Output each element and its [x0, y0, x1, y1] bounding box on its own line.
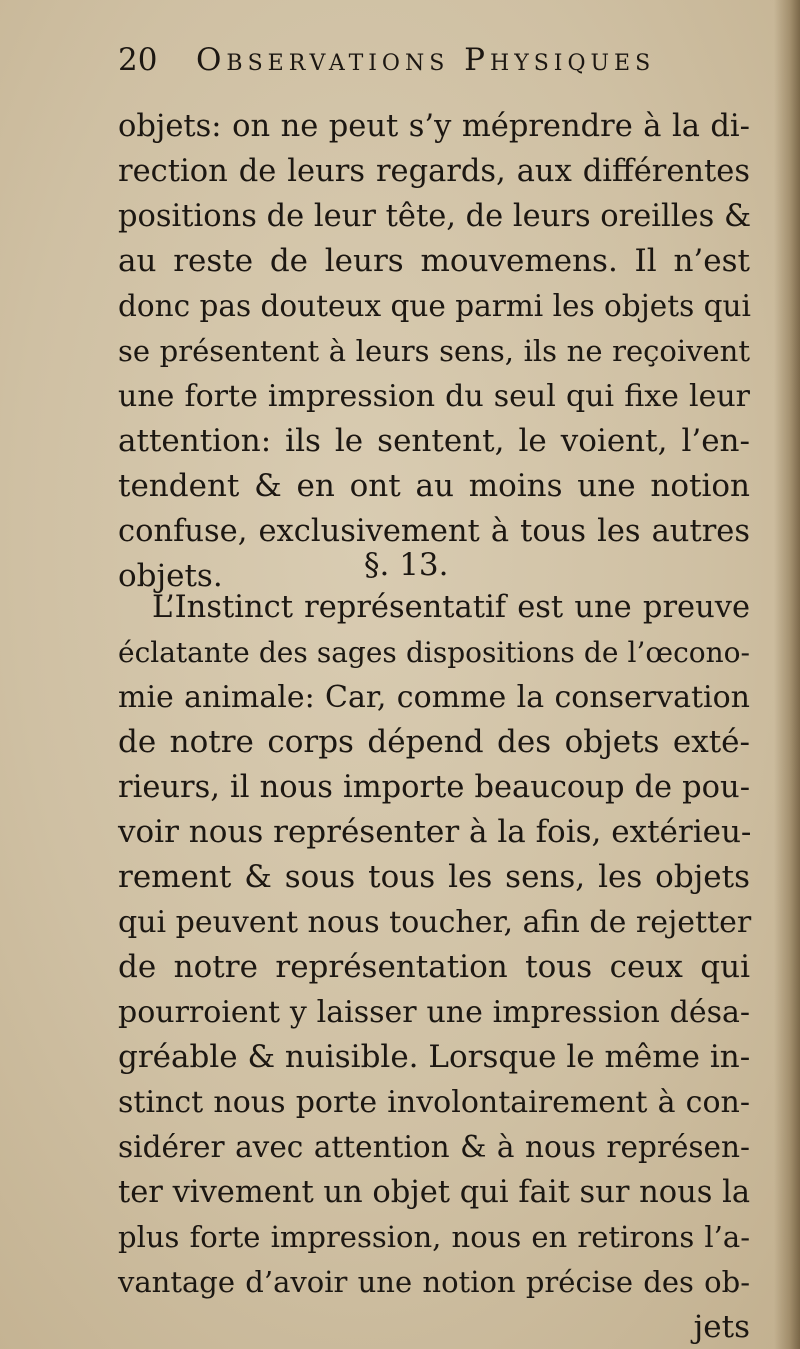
text-line: vantage d’avoir une notion précise des ob-: [118, 1265, 750, 1299]
paragraph-1: [118, 104, 750, 599]
text-line: L’Instinct représentatif est une preuve: [152, 590, 750, 625]
text-line: stinct nous porte involontairement à con-: [118, 1085, 750, 1120]
text-line: sidérer avec attention & à nous représen-: [118, 1130, 750, 1164]
text-line: qui peuvent nous toucher, afin de rejetter: [118, 905, 752, 940]
page-edge-shadow: [774, 0, 800, 1349]
text-line: rieurs, il nous importe beaucoup de pou-: [118, 770, 750, 805]
text-line: une forte impression du seul qui fixe leur: [118, 379, 750, 414]
text-line: pourroient y laisser une impression désa-: [118, 995, 750, 1030]
text-line: attention: ils le sentent, le voient, l’en-: [118, 423, 750, 459]
text-line: au reste de leurs mouvemens. Il n’est: [118, 243, 750, 279]
text-line: positions de leur tête, de leurs oreilles &: [118, 199, 752, 234]
text-line: objets.: [118, 558, 223, 594]
text-line: rement & sous tous les sens, les objets: [118, 859, 750, 895]
text-line: tendent & en ont au moins une notion: [118, 468, 750, 504]
text-line: rection de leurs regards, aux différentes: [118, 154, 750, 189]
text-line: voir nous représenter à la fois, extérieu-: [118, 814, 752, 850]
text-line: mie animale: Car, comme la conservation: [118, 680, 750, 715]
text-line: objets: on ne peut s’y méprendre à la di-: [118, 109, 750, 144]
text-line: gréable & nuisible. Lorsque le même in-: [118, 1039, 751, 1075]
text-line: de notre corps dépend des objets exté-: [118, 724, 750, 760]
catchword: jets: [693, 1309, 750, 1345]
text-line: éclatante des sages dispositions de l’œcono-: [118, 636, 750, 669]
text-line: donc pas douteux que parmi les objets qui: [118, 289, 751, 323]
text-line: plus forte impression, nous en retirons l’a-: [118, 1220, 750, 1254]
text-line: confuse, exclusivement à tous les autres: [118, 514, 750, 549]
section-heading: §. 13.: [364, 547, 449, 583]
page-header: [118, 38, 708, 82]
text-line: se présentent à leurs sens, ils ne reçoivent: [118, 334, 750, 368]
text-line: de notre représentation tous ceux qui: [118, 949, 750, 985]
text-line: ter vivement un objet qui fait sur nous la: [118, 1175, 751, 1210]
paragraph-2: [118, 585, 750, 1349]
running-head: Observations Physiques: [196, 42, 656, 78]
page-number: 20: [118, 42, 158, 78]
